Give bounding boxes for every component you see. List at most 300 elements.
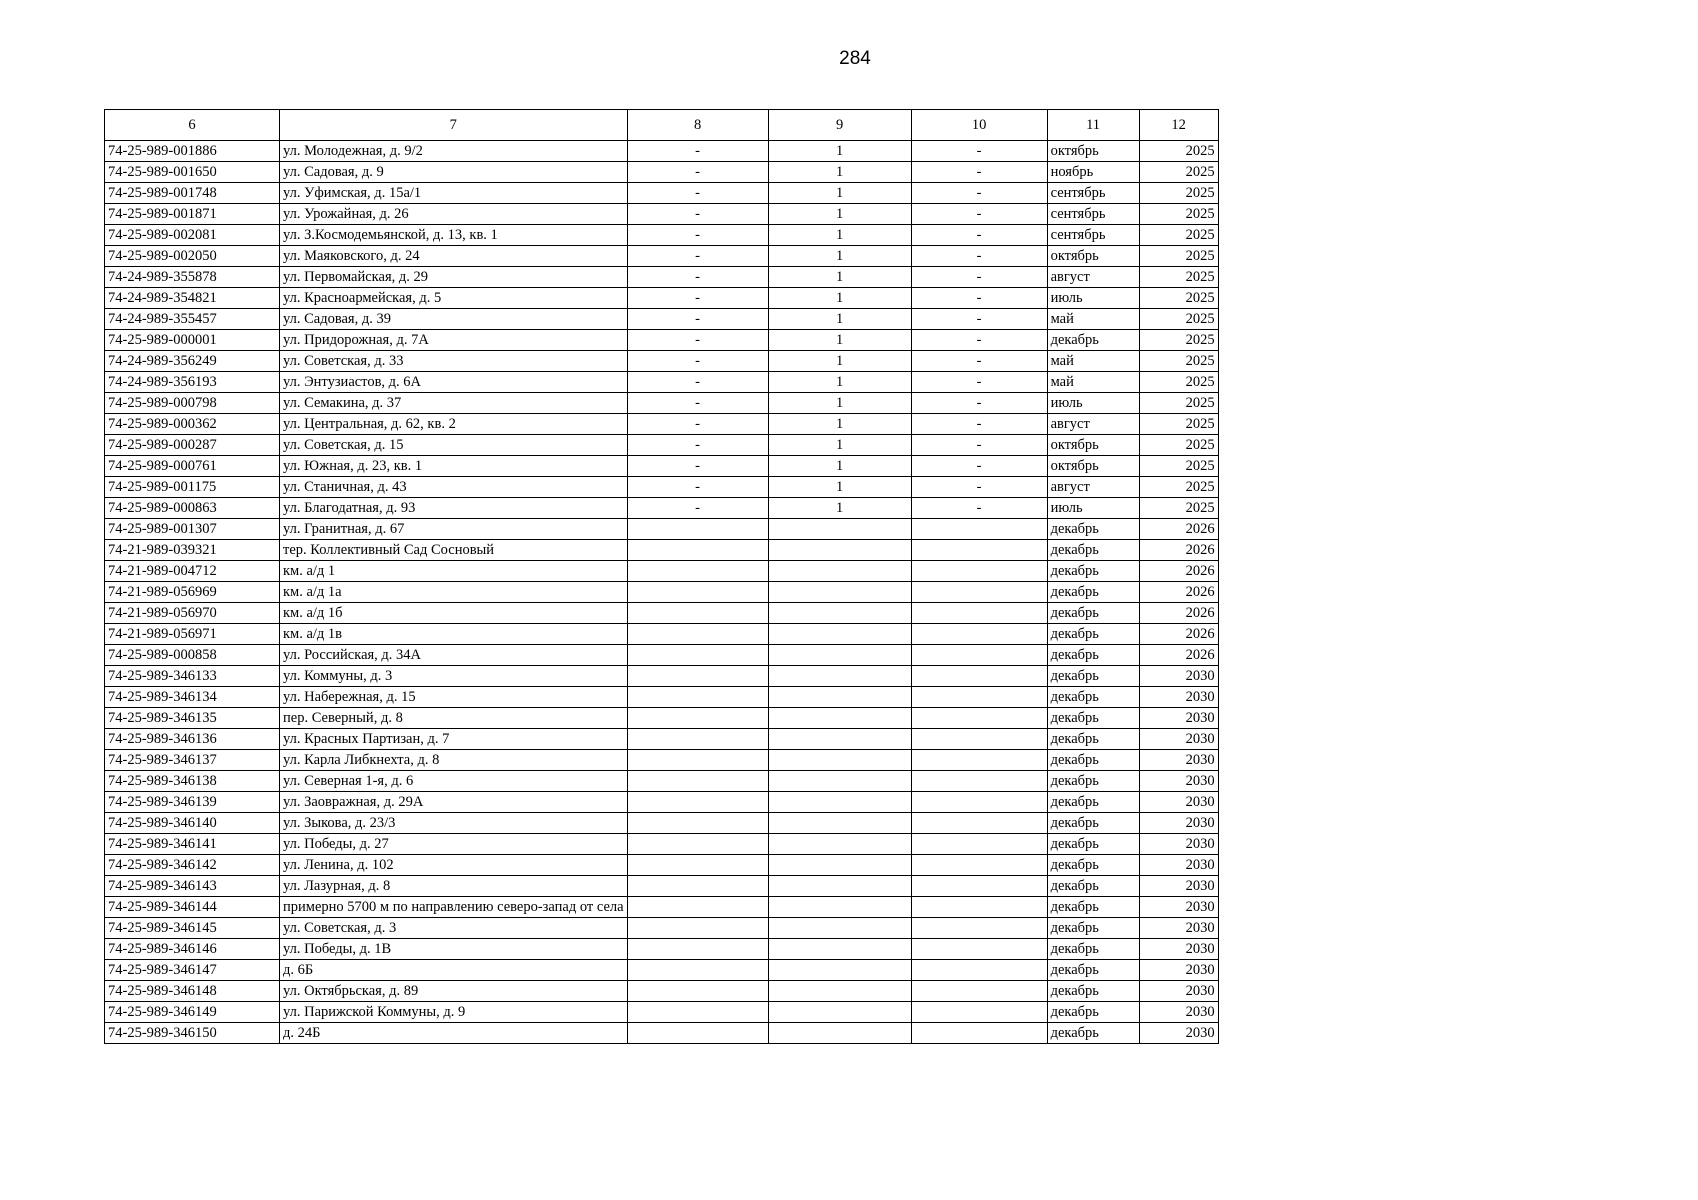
object-code-cell: 74-25-989-001886 bbox=[105, 141, 280, 162]
col10-cell bbox=[911, 876, 1047, 897]
object-code-cell: 74-25-989-346134 bbox=[105, 687, 280, 708]
col10-cell bbox=[911, 666, 1047, 687]
object-code-cell: 74-25-989-346148 bbox=[105, 981, 280, 1002]
col10-cell bbox=[911, 771, 1047, 792]
address-cell: ул. Советская, д. 3 bbox=[280, 918, 628, 939]
object-code-cell: 74-25-989-001871 bbox=[105, 204, 280, 225]
address-cell: ул. Урожайная, д. 26 bbox=[280, 204, 628, 225]
year-cell: 2030 bbox=[1139, 834, 1218, 855]
col10-cell: - bbox=[911, 183, 1047, 204]
col8-cell bbox=[627, 561, 768, 582]
object-code-cell: 74-25-989-000761 bbox=[105, 456, 280, 477]
table-row bbox=[105, 204, 1219, 225]
col9-cell bbox=[768, 897, 911, 918]
table-row bbox=[105, 225, 1219, 246]
column-header-7: 7 bbox=[280, 110, 628, 141]
year-cell: 2030 bbox=[1139, 855, 1218, 876]
month-cell: декабрь bbox=[1047, 540, 1139, 561]
month-cell: октябрь bbox=[1047, 246, 1139, 267]
col9-cell bbox=[768, 687, 911, 708]
month-cell: август bbox=[1047, 414, 1139, 435]
col9-cell: 1 bbox=[768, 162, 911, 183]
address-cell: ул. Советская, д. 33 bbox=[280, 351, 628, 372]
col10-cell bbox=[911, 939, 1047, 960]
col8-cell: - bbox=[627, 351, 768, 372]
col8-cell: - bbox=[627, 477, 768, 498]
object-code-cell: 74-25-989-001650 bbox=[105, 162, 280, 183]
col9-cell: 1 bbox=[768, 393, 911, 414]
object-code-cell: 74-25-989-346138 bbox=[105, 771, 280, 792]
object-code-cell: 74-24-989-355457 bbox=[105, 309, 280, 330]
month-cell: май bbox=[1047, 372, 1139, 393]
year-cell: 2026 bbox=[1139, 624, 1218, 645]
col10-cell: - bbox=[911, 267, 1047, 288]
object-code-cell: 74-25-989-001175 bbox=[105, 477, 280, 498]
col9-cell bbox=[768, 792, 911, 813]
col8-cell: - bbox=[627, 204, 768, 225]
col9-cell: 1 bbox=[768, 456, 911, 477]
col9-cell: 1 bbox=[768, 267, 911, 288]
col8-cell bbox=[627, 834, 768, 855]
table-row bbox=[105, 498, 1219, 519]
object-code-cell: 74-24-989-356249 bbox=[105, 351, 280, 372]
year-cell: 2026 bbox=[1139, 603, 1218, 624]
col8-cell bbox=[627, 897, 768, 918]
col10-cell: - bbox=[911, 246, 1047, 267]
col10-cell bbox=[911, 582, 1047, 603]
month-cell: декабрь bbox=[1047, 855, 1139, 876]
month-cell: декабрь bbox=[1047, 666, 1139, 687]
year-cell: 2025 bbox=[1139, 372, 1218, 393]
col8-cell: - bbox=[627, 330, 768, 351]
col9-cell bbox=[768, 750, 911, 771]
address-cell: ул. Карла Либкнехта, д. 8 bbox=[280, 750, 628, 771]
address-cell: ул. Ленина, д. 102 bbox=[280, 855, 628, 876]
year-cell: 2025 bbox=[1139, 267, 1218, 288]
object-code-cell: 74-25-989-346145 bbox=[105, 918, 280, 939]
object-code-cell: 74-25-989-346135 bbox=[105, 708, 280, 729]
col10-cell: - bbox=[911, 162, 1047, 183]
col8-cell: - bbox=[627, 456, 768, 477]
col9-cell: 1 bbox=[768, 309, 911, 330]
col10-cell: - bbox=[911, 141, 1047, 162]
month-cell: сентябрь bbox=[1047, 225, 1139, 246]
col8-cell bbox=[627, 750, 768, 771]
column-header-6: 6 bbox=[105, 110, 280, 141]
column-header-11: 11 bbox=[1047, 110, 1139, 141]
table-row bbox=[105, 393, 1219, 414]
col8-cell: - bbox=[627, 225, 768, 246]
month-cell: май bbox=[1047, 351, 1139, 372]
object-code-cell: 74-21-989-039321 bbox=[105, 540, 280, 561]
address-cell: ул. Северная 1-я, д. 6 bbox=[280, 771, 628, 792]
column-header-10: 10 bbox=[911, 110, 1047, 141]
address-cell: ул. Садовая, д. 9 bbox=[280, 162, 628, 183]
table-row bbox=[105, 981, 1219, 1002]
table-row bbox=[105, 456, 1219, 477]
col8-cell bbox=[627, 1002, 768, 1023]
year-cell: 2025 bbox=[1139, 183, 1218, 204]
col9-cell: 1 bbox=[768, 435, 911, 456]
col10-cell: - bbox=[911, 456, 1047, 477]
col10-cell: - bbox=[911, 498, 1047, 519]
col8-cell: - bbox=[627, 246, 768, 267]
month-cell: декабрь bbox=[1047, 918, 1139, 939]
address-cell: тер. Коллективный Сад Сосновый bbox=[280, 540, 628, 561]
table-row bbox=[105, 876, 1219, 897]
table-row bbox=[105, 435, 1219, 456]
col10-cell bbox=[911, 729, 1047, 750]
col8-cell bbox=[627, 645, 768, 666]
col10-cell bbox=[911, 792, 1047, 813]
month-cell: декабрь bbox=[1047, 834, 1139, 855]
col10-cell bbox=[911, 813, 1047, 834]
year-cell: 2026 bbox=[1139, 519, 1218, 540]
month-cell: декабрь bbox=[1047, 645, 1139, 666]
register-table bbox=[104, 109, 1219, 1044]
year-cell: 2030 bbox=[1139, 960, 1218, 981]
col8-cell: - bbox=[627, 141, 768, 162]
address-cell: ул. Южная, д. 23, кв. 1 bbox=[280, 456, 628, 477]
col9-cell bbox=[768, 1002, 911, 1023]
address-cell: км. а/д 1а bbox=[280, 582, 628, 603]
header-row bbox=[105, 110, 1219, 141]
object-code-cell: 74-25-989-002050 bbox=[105, 246, 280, 267]
address-cell: ул. Придорожная, д. 7А bbox=[280, 330, 628, 351]
table-row bbox=[105, 645, 1219, 666]
object-code-cell: 74-25-989-001307 bbox=[105, 519, 280, 540]
col9-cell bbox=[768, 876, 911, 897]
col9-cell: 1 bbox=[768, 330, 911, 351]
col9-cell: 1 bbox=[768, 141, 911, 162]
table-row bbox=[105, 750, 1219, 771]
address-cell: ул. Победы, д. 1В bbox=[280, 939, 628, 960]
col9-cell bbox=[768, 813, 911, 834]
object-code-cell: 74-25-989-346150 bbox=[105, 1023, 280, 1044]
col10-cell bbox=[911, 981, 1047, 1002]
table-row bbox=[105, 288, 1219, 309]
month-cell: декабрь bbox=[1047, 603, 1139, 624]
year-cell: 2026 bbox=[1139, 540, 1218, 561]
address-cell: д. 6Б bbox=[280, 960, 628, 981]
month-cell: декабрь bbox=[1047, 813, 1139, 834]
address-cell: ул. Первомайская, д. 29 bbox=[280, 267, 628, 288]
address-cell: ул. Красных Партизан, д. 7 bbox=[280, 729, 628, 750]
col9-cell: 1 bbox=[768, 477, 911, 498]
year-cell: 2025 bbox=[1139, 225, 1218, 246]
col8-cell: - bbox=[627, 435, 768, 456]
address-cell: ул. Коммуны, д. 3 bbox=[280, 666, 628, 687]
year-cell: 2030 bbox=[1139, 666, 1218, 687]
month-cell: декабрь bbox=[1047, 960, 1139, 981]
object-code-cell: 74-24-989-356193 bbox=[105, 372, 280, 393]
object-code-cell: 74-25-989-346137 bbox=[105, 750, 280, 771]
col10-cell: - bbox=[911, 414, 1047, 435]
year-cell: 2030 bbox=[1139, 771, 1218, 792]
table-row bbox=[105, 246, 1219, 267]
month-cell: октябрь bbox=[1047, 456, 1139, 477]
col10-cell bbox=[911, 708, 1047, 729]
year-cell: 2030 bbox=[1139, 750, 1218, 771]
col9-cell: 1 bbox=[768, 225, 911, 246]
col9-cell bbox=[768, 729, 911, 750]
year-cell: 2030 bbox=[1139, 792, 1218, 813]
col8-cell bbox=[627, 918, 768, 939]
col8-cell: - bbox=[627, 183, 768, 204]
object-code-cell: 74-25-989-000863 bbox=[105, 498, 280, 519]
col9-cell: 1 bbox=[768, 498, 911, 519]
address-cell: ул. Лазурная, д. 8 bbox=[280, 876, 628, 897]
year-cell: 2030 bbox=[1139, 1002, 1218, 1023]
col8-cell: - bbox=[627, 288, 768, 309]
col10-cell bbox=[911, 897, 1047, 918]
address-cell: км. а/д 1б bbox=[280, 603, 628, 624]
col10-cell: - bbox=[911, 225, 1047, 246]
col9-cell bbox=[768, 561, 911, 582]
table-row bbox=[105, 792, 1219, 813]
table-row bbox=[105, 708, 1219, 729]
month-cell: июль bbox=[1047, 498, 1139, 519]
year-cell: 2025 bbox=[1139, 330, 1218, 351]
table-row bbox=[105, 939, 1219, 960]
col10-cell bbox=[911, 834, 1047, 855]
object-code-cell: 74-25-989-000798 bbox=[105, 393, 280, 414]
col9-cell bbox=[768, 960, 911, 981]
table-row bbox=[105, 561, 1219, 582]
address-cell: примерно 5700 м по направлению северо-запад от села bbox=[280, 897, 628, 918]
col8-cell: - bbox=[627, 498, 768, 519]
col10-cell bbox=[911, 603, 1047, 624]
year-cell: 2030 bbox=[1139, 876, 1218, 897]
object-code-cell: 74-25-989-346139 bbox=[105, 792, 280, 813]
col8-cell: - bbox=[627, 309, 768, 330]
col9-cell bbox=[768, 582, 911, 603]
month-cell: декабрь bbox=[1047, 729, 1139, 750]
object-code-cell: 74-25-989-000287 bbox=[105, 435, 280, 456]
address-cell: ул. Советская, д. 15 bbox=[280, 435, 628, 456]
object-code-cell: 74-25-989-346149 bbox=[105, 1002, 280, 1023]
col9-cell: 1 bbox=[768, 351, 911, 372]
col10-cell: - bbox=[911, 351, 1047, 372]
year-cell: 2030 bbox=[1139, 687, 1218, 708]
col10-cell bbox=[911, 960, 1047, 981]
col10-cell bbox=[911, 855, 1047, 876]
year-cell: 2025 bbox=[1139, 288, 1218, 309]
table-row bbox=[105, 162, 1219, 183]
month-cell: ноябрь bbox=[1047, 162, 1139, 183]
address-cell: ул. Парижской Коммуны, д. 9 bbox=[280, 1002, 628, 1023]
month-cell: декабрь bbox=[1047, 771, 1139, 792]
col9-cell bbox=[768, 624, 911, 645]
address-cell: ул. З.Космодемьянской, д. 13, кв. 1 bbox=[280, 225, 628, 246]
month-cell: декабрь bbox=[1047, 750, 1139, 771]
table-row bbox=[105, 729, 1219, 750]
col8-cell bbox=[627, 729, 768, 750]
table-row bbox=[105, 624, 1219, 645]
table-row bbox=[105, 519, 1219, 540]
table-row bbox=[105, 309, 1219, 330]
table-row bbox=[105, 582, 1219, 603]
col8-cell bbox=[627, 666, 768, 687]
object-code-cell: 74-24-989-354821 bbox=[105, 288, 280, 309]
col9-cell bbox=[768, 519, 911, 540]
object-code-cell: 74-25-989-346147 bbox=[105, 960, 280, 981]
year-cell: 2030 bbox=[1139, 729, 1218, 750]
col8-cell bbox=[627, 708, 768, 729]
year-cell: 2030 bbox=[1139, 918, 1218, 939]
col8-cell: - bbox=[627, 267, 768, 288]
month-cell: декабрь bbox=[1047, 876, 1139, 897]
col10-cell bbox=[911, 645, 1047, 666]
year-cell: 2025 bbox=[1139, 204, 1218, 225]
address-cell: ул. Уфимская, д. 15а/1 bbox=[280, 183, 628, 204]
year-cell: 2025 bbox=[1139, 141, 1218, 162]
object-code-cell: 74-25-989-346143 bbox=[105, 876, 280, 897]
object-code-cell: 74-25-989-346141 bbox=[105, 834, 280, 855]
col8-cell: - bbox=[627, 414, 768, 435]
month-cell: декабрь bbox=[1047, 981, 1139, 1002]
table-row bbox=[105, 834, 1219, 855]
month-cell: май bbox=[1047, 309, 1139, 330]
address-cell: ул. Энтузиастов, д. 6А bbox=[280, 372, 628, 393]
col9-cell: 1 bbox=[768, 372, 911, 393]
month-cell: август bbox=[1047, 267, 1139, 288]
col10-cell bbox=[911, 918, 1047, 939]
object-code-cell: 74-25-989-346142 bbox=[105, 855, 280, 876]
col10-cell: - bbox=[911, 477, 1047, 498]
table-row bbox=[105, 918, 1219, 939]
year-cell: 2025 bbox=[1139, 456, 1218, 477]
address-cell: пер. Северный, д. 8 bbox=[280, 708, 628, 729]
col8-cell bbox=[627, 519, 768, 540]
object-code-cell: 74-21-989-056970 bbox=[105, 603, 280, 624]
col9-cell bbox=[768, 855, 911, 876]
col10-cell bbox=[911, 687, 1047, 708]
col9-cell bbox=[768, 708, 911, 729]
address-cell: ул. Набережная, д. 15 bbox=[280, 687, 628, 708]
col8-cell: - bbox=[627, 162, 768, 183]
address-cell: км. а/д 1 bbox=[280, 561, 628, 582]
month-cell: декабрь bbox=[1047, 1023, 1139, 1044]
year-cell: 2025 bbox=[1139, 414, 1218, 435]
object-code-cell: 74-25-989-000001 bbox=[105, 330, 280, 351]
col8-cell bbox=[627, 1023, 768, 1044]
object-code-cell: 74-21-989-056971 bbox=[105, 624, 280, 645]
table-row bbox=[105, 603, 1219, 624]
year-cell: 2026 bbox=[1139, 645, 1218, 666]
month-cell: декабрь bbox=[1047, 897, 1139, 918]
address-cell: ул. Маяковского, д. 24 bbox=[280, 246, 628, 267]
address-cell: ул. Красноармейская, д. 5 bbox=[280, 288, 628, 309]
object-code-cell: 74-25-989-000362 bbox=[105, 414, 280, 435]
col9-cell: 1 bbox=[768, 183, 911, 204]
month-cell: сентябрь bbox=[1047, 183, 1139, 204]
object-code-cell: 74-25-989-346133 bbox=[105, 666, 280, 687]
address-cell: ул. Российская, д. 34А bbox=[280, 645, 628, 666]
col9-cell: 1 bbox=[768, 288, 911, 309]
object-code-cell: 74-24-989-355878 bbox=[105, 267, 280, 288]
address-cell: ул. Семакина, д. 37 bbox=[280, 393, 628, 414]
col10-cell: - bbox=[911, 288, 1047, 309]
col8-cell bbox=[627, 939, 768, 960]
year-cell: 2030 bbox=[1139, 708, 1218, 729]
col10-cell bbox=[911, 561, 1047, 582]
month-cell: октябрь bbox=[1047, 435, 1139, 456]
object-code-cell: 74-25-989-001748 bbox=[105, 183, 280, 204]
address-cell: ул. Октябрьская, д. 89 bbox=[280, 981, 628, 1002]
year-cell: 2030 bbox=[1139, 813, 1218, 834]
year-cell: 2025 bbox=[1139, 498, 1218, 519]
col10-cell: - bbox=[911, 309, 1047, 330]
year-cell: 2026 bbox=[1139, 561, 1218, 582]
year-cell: 2030 bbox=[1139, 897, 1218, 918]
col8-cell bbox=[627, 771, 768, 792]
col9-cell: 1 bbox=[768, 246, 911, 267]
object-code-cell: 74-25-989-346140 bbox=[105, 813, 280, 834]
page-number: 284 bbox=[839, 48, 871, 69]
year-cell: 2025 bbox=[1139, 435, 1218, 456]
year-cell: 2030 bbox=[1139, 1023, 1218, 1044]
month-cell: август bbox=[1047, 477, 1139, 498]
month-cell: сентябрь bbox=[1047, 204, 1139, 225]
col8-cell bbox=[627, 813, 768, 834]
col10-cell: - bbox=[911, 204, 1047, 225]
year-cell: 2025 bbox=[1139, 246, 1218, 267]
address-cell: ул. Благодатная, д. 93 bbox=[280, 498, 628, 519]
col10-cell bbox=[911, 519, 1047, 540]
col8-cell bbox=[627, 687, 768, 708]
year-cell: 2025 bbox=[1139, 477, 1218, 498]
month-cell: декабрь bbox=[1047, 561, 1139, 582]
col9-cell bbox=[768, 981, 911, 1002]
col8-cell: - bbox=[627, 372, 768, 393]
table-row bbox=[105, 414, 1219, 435]
col10-cell bbox=[911, 540, 1047, 561]
col8-cell bbox=[627, 855, 768, 876]
col9-cell: 1 bbox=[768, 414, 911, 435]
month-cell: декабрь bbox=[1047, 939, 1139, 960]
table-row bbox=[105, 1002, 1219, 1023]
col8-cell bbox=[627, 960, 768, 981]
col8-cell bbox=[627, 981, 768, 1002]
column-header-8: 8 bbox=[627, 110, 768, 141]
col8-cell bbox=[627, 540, 768, 561]
address-cell: ул. Зыкова, д. 23/3 bbox=[280, 813, 628, 834]
year-cell: 2026 bbox=[1139, 582, 1218, 603]
address-cell: ул. Садовая, д. 39 bbox=[280, 309, 628, 330]
col10-cell bbox=[911, 750, 1047, 771]
month-cell: декабрь bbox=[1047, 624, 1139, 645]
col10-cell bbox=[911, 624, 1047, 645]
year-cell: 2030 bbox=[1139, 981, 1218, 1002]
table-row bbox=[105, 855, 1219, 876]
table-row bbox=[105, 540, 1219, 561]
col8-cell bbox=[627, 582, 768, 603]
col10-cell bbox=[911, 1023, 1047, 1044]
year-cell: 2030 bbox=[1139, 939, 1218, 960]
object-code-cell: 74-25-989-346136 bbox=[105, 729, 280, 750]
col10-cell: - bbox=[911, 330, 1047, 351]
month-cell: декабрь bbox=[1047, 792, 1139, 813]
table-row bbox=[105, 477, 1219, 498]
table-row bbox=[105, 330, 1219, 351]
col9-cell bbox=[768, 771, 911, 792]
address-cell: ул. Победы, д. 27 bbox=[280, 834, 628, 855]
table-row bbox=[105, 897, 1219, 918]
table-row bbox=[105, 141, 1219, 162]
col9-cell bbox=[768, 939, 911, 960]
year-cell: 2025 bbox=[1139, 162, 1218, 183]
